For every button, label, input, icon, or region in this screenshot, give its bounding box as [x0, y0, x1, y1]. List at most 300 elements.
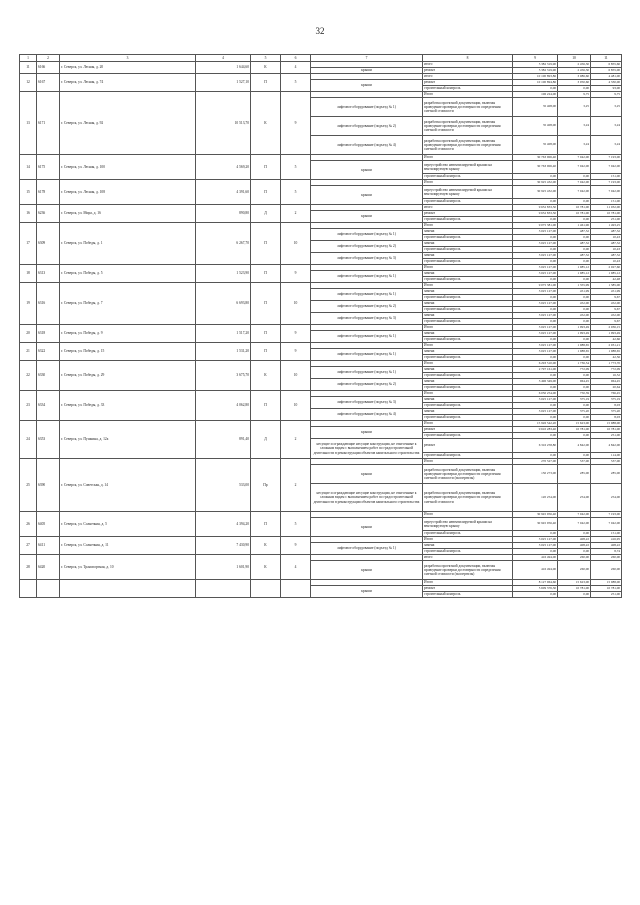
work-type: лифтовое оборудование (подъезд № 1) [311, 98, 423, 117]
unit-cost: 0,00 [558, 373, 591, 379]
unit-cost: 0,00 [558, 433, 591, 439]
object-type: П [251, 343, 281, 361]
cost-total: 10 100 893,86 [513, 74, 558, 80]
object-area: 4 391,60 [196, 180, 251, 205]
object-floors: 10 [281, 223, 311, 265]
object-code: 6236 [37, 205, 60, 223]
cost-total: 0,00 [513, 403, 558, 409]
object-number: 12 [20, 74, 37, 92]
cost-total: 3 025 127,00 [513, 331, 558, 337]
work-description: замена [423, 289, 513, 295]
unit-cost: 0,00 [558, 174, 591, 180]
object-area: 6 693,80 [196, 283, 251, 325]
object-floors: 2 [281, 459, 311, 512]
capital-repair-table [19, 54, 621, 598]
unit-cost-limit: 42,56 [591, 355, 622, 361]
cost-total: 0,00 [513, 373, 558, 379]
cost-total: 3 025 127,00 [513, 301, 558, 307]
unit-cost-limit: 10 781,00 [591, 211, 622, 217]
work-description: Итого [423, 92, 513, 98]
cost-total: 9 652 833,50 [513, 211, 558, 217]
object-code: 6309 [37, 223, 60, 265]
unit-cost-limit: 4 481,00 [591, 74, 622, 80]
object-area: 891,40 [196, 421, 251, 459]
object-type: П [251, 155, 281, 180]
cost-total: 15 926 542,20 [513, 421, 558, 427]
cost-total: 0,00 [513, 199, 558, 205]
column-number: 10 [558, 55, 591, 62]
object-code: 6313 [37, 265, 60, 283]
address-prefix: г. Северск, [61, 65, 79, 70]
object-area: 1 531,20 [196, 343, 251, 361]
unit-cost-limit: 7 193,00 [591, 512, 622, 518]
unit-cost: 408,22 [558, 543, 591, 549]
work-description: замена [423, 229, 513, 235]
column-number: 7 [311, 55, 423, 62]
cost-total: 8 127 964,60 [513, 580, 558, 586]
work-type: крыши [311, 186, 423, 205]
work-description: строительный контроль [423, 235, 513, 241]
work-type: крыши [311, 161, 423, 180]
address-prefix: г. Северск, [61, 543, 79, 548]
unit-cost: 452,00 [558, 301, 591, 307]
address-prefix: г. Северск, [61, 349, 79, 354]
object-number: 11 [20, 62, 37, 74]
object-code: 6420 [37, 555, 60, 580]
object-area: 1 601,90 [196, 555, 251, 580]
object-code: 6334 [37, 391, 60, 421]
object-area [196, 580, 251, 598]
unit-cost-limit: 10,43 [591, 259, 622, 265]
work-description: Итого [423, 155, 513, 161]
work-description: строительный контроль [423, 86, 513, 92]
work-description: разработка проектной документации, включая проведение проверки достоверности определения сметной стоимости [423, 136, 513, 155]
unit-cost: 0,00 [558, 217, 591, 223]
cost-total: 6 293 510,00 [513, 361, 558, 367]
work-description: строительный контроль [423, 277, 513, 283]
work-description: замена [423, 379, 513, 385]
object-area: 10 513,70 [196, 92, 251, 155]
work-description: итого [423, 62, 513, 68]
unit-cost-limit: 487,32 [591, 241, 622, 247]
work-description: строительный контроль [423, 453, 513, 459]
cost-total: 0,00 [513, 247, 558, 253]
unit-cost-limit: 537,00 [591, 459, 622, 465]
unit-cost: 15 623,00 [558, 421, 591, 427]
work-description: переустройство невентилируемой крыши на вентилируемую крышу [423, 161, 513, 174]
work-type: лифтовое оборудование (подъезд № 1) [311, 271, 423, 283]
unit-cost-limit: 8,03 [591, 403, 622, 409]
cost-total: 416 494,00 [513, 561, 558, 580]
cost-total: 3 025 127,00 [513, 271, 558, 277]
work-type: лифтовое оборудование (подъезд № 1) [311, 289, 423, 301]
cost-total: 3 025 127,00 [513, 229, 558, 235]
unit-cost-limit: 772,09 [591, 367, 622, 373]
object-type: К [251, 62, 281, 74]
work-description: замена [423, 409, 513, 415]
unit-cost-limit: 4 330,00 [591, 80, 622, 86]
object-floors: 5 [281, 512, 311, 537]
work-description: разработка проектной документации, включая проведение проверки достоверности определения сметной стоимости [423, 98, 513, 117]
unit-cost: 1 988,65 [558, 343, 591, 349]
address-prefix: г. Северск, [61, 301, 79, 306]
unit-cost-limit: 4 842,00 [591, 439, 622, 453]
object-code: 6405 [37, 512, 60, 537]
work-description: ремонт [423, 586, 513, 592]
cost-total: 270 527,00 [513, 459, 558, 465]
unit-cost-limit: 16,52 [591, 373, 622, 379]
unit-cost-limit: 3,24 [591, 136, 622, 155]
unit-cost-limit: 42,48 [591, 277, 622, 283]
unit-cost-limit: 285,00 [591, 465, 622, 484]
work-description: Итого [423, 391, 513, 397]
object-number: 18 [20, 265, 37, 283]
work-description: замена [423, 253, 513, 259]
work-description: Итого [423, 421, 513, 427]
object-address [60, 459, 196, 512]
work-description: разработка проектной документации, включая проведение проверки достоверности определения сметной стоимости [423, 117, 513, 136]
address-prefix: г. Северск, [61, 331, 79, 336]
object-address [60, 580, 196, 598]
cost-total: 5 382 319,90 [513, 62, 558, 68]
object-area: 4 062,80 [196, 391, 251, 421]
unit-cost: 0,00 [558, 337, 591, 343]
object-address [60, 283, 196, 325]
object-code: 6322 [37, 343, 60, 361]
unit-cost: 3 086,60 [558, 74, 591, 80]
object-code: 6171 [37, 92, 60, 155]
unit-cost: 0,00 [558, 199, 591, 205]
work-description: строительный контроль [423, 259, 513, 265]
object-area: 6 267,70 [196, 223, 251, 265]
unit-cost-limit: 7 042,00 [591, 161, 622, 174]
unit-cost: 0,00 [558, 453, 591, 459]
object-floors: 4 [281, 62, 311, 74]
object-code: 6175 [37, 155, 60, 180]
work-description: ремонт [423, 439, 513, 453]
work-type: лифтовое оборудование (подъезд № 4) [311, 136, 423, 155]
unit-cost-limit: 964,45 [591, 379, 622, 385]
cost-total: 3 025 127,00 [513, 543, 558, 549]
object-floors: 4 [281, 555, 311, 580]
unit-cost: 7 042,00 [558, 161, 591, 174]
work-type: несущие и ограждающие несущие конструкции, не отнесенные к сложным видам с выполнением работ по градостроительной деятельности в реконструкции объектов капитального строительства [311, 484, 423, 512]
work-description: Итого [423, 459, 513, 465]
object-address [60, 343, 196, 361]
cost-total: 30 763 906,40 [513, 155, 558, 161]
object-type: П [251, 512, 281, 537]
object-type: П [251, 180, 281, 205]
work-type: крыши [311, 586, 423, 598]
cost-total: 3 025 127,00 [513, 313, 558, 319]
object-number: 20 [20, 325, 37, 343]
address-prefix: г. Северск, [61, 211, 79, 216]
object-code: 6318 [37, 325, 60, 343]
work-description: ремонт [423, 80, 513, 86]
unit-cost-limit: 151,00 [591, 531, 622, 537]
object-floors: 2 [281, 205, 311, 223]
unit-cost: 375,20 [558, 409, 591, 415]
object-floors: 5 [281, 180, 311, 205]
work-type: лифтовое оборудование (подъезд № 3) [311, 397, 423, 409]
work-description: строительный контроль [423, 373, 513, 379]
unit-cost-limit: 9,75 [591, 92, 622, 98]
object-number [20, 580, 37, 598]
unit-cost: 375,19 [558, 397, 591, 403]
unit-cost: 0,00 [558, 355, 591, 361]
object-number: 16 [20, 205, 37, 223]
unit-cost-limit: 254,00 [591, 484, 622, 512]
unit-cost: 1 985,12 [558, 265, 591, 271]
unit-cost-limit: 251,00 [591, 592, 622, 598]
object-number: 21 [20, 343, 37, 361]
unit-cost-limit: 416,95 [591, 537, 622, 543]
address-street: ул. Лесная, д. 74 [78, 80, 104, 85]
object-type: К [251, 537, 281, 555]
unit-cost-limit: 8,03 [591, 415, 622, 421]
address-prefix: г. Северск, [61, 403, 79, 408]
cost-total: 3 496 349,00 [513, 379, 558, 385]
work-type: лифтовое оборудование (подъезд № 2) [311, 379, 423, 391]
work-description: разработка проектной документации, включая проведение проверки достоверности определения сметной стоимости [423, 484, 513, 512]
object-floors: 9 [281, 343, 311, 361]
cost-total: 3 025 127,00 [513, 289, 558, 295]
cost-total: 0,00 [513, 355, 558, 361]
address-street: ул. Победы, д. 15 [78, 349, 105, 354]
object-address [60, 205, 196, 223]
object-number: 27 [20, 537, 37, 555]
cost-total: 0,00 [513, 217, 558, 223]
unit-cost: 451,99 [558, 289, 591, 295]
object-area: 533,00 [196, 459, 251, 512]
column-number: 9 [513, 55, 558, 62]
unit-cost: 487,32 [558, 253, 591, 259]
work-description: замена [423, 367, 513, 373]
object-address [60, 223, 196, 265]
work-type: лифтовое оборудование (подъезд № 1) [311, 331, 423, 343]
object-address [60, 92, 196, 155]
cost-total: 9 652 833,50 [513, 205, 558, 211]
object-area: 1 644,60 [196, 62, 251, 74]
address-prefix: г. Северск, [61, 120, 79, 125]
object-type: Пр [251, 459, 281, 512]
unit-cost-limit: 2 031,21 [591, 343, 622, 349]
object-area: 1 527,10 [196, 74, 251, 92]
object-area: 1 517,20 [196, 325, 251, 343]
cost-total: 0,00 [513, 385, 558, 391]
object-number: 26 [20, 512, 37, 537]
unit-cost-limit: 93,00 [591, 86, 622, 92]
cost-total: 3 025 127,00 [513, 397, 558, 403]
cost-total: 0,00 [513, 235, 558, 241]
cost-total: 30 925 432,00 [513, 186, 558, 199]
address-street: ул. Транспортная, д. 10 [78, 564, 114, 569]
object-number: 19 [20, 283, 37, 325]
unit-cost: 452,00 [558, 313, 591, 319]
unit-cost: 0,00 [558, 235, 591, 241]
object-code: 6316 [37, 283, 60, 325]
cost-total: 0,00 [513, 453, 558, 459]
unit-cost-limit: 15 988,00 [591, 421, 622, 427]
work-description: строительный контроль [423, 403, 513, 409]
unit-cost-limit: 9,67 [591, 295, 622, 301]
column-number: 8 [423, 55, 513, 62]
work-description: строительный контроль [423, 319, 513, 325]
unit-cost: 7 042,00 [558, 186, 591, 199]
unit-cost-limit: 114,00 [591, 453, 622, 459]
address-prefix: г. Северск, [61, 164, 79, 169]
object-type: Д [251, 205, 281, 223]
object-type: К [251, 361, 281, 391]
work-description: Итого [423, 283, 513, 289]
work-type: крыши [311, 465, 423, 484]
work-description: Итого [423, 325, 513, 331]
unit-cost: 1 461,96 [558, 223, 591, 229]
unit-cost: 260,00 [558, 561, 591, 580]
work-description: строительный контроль [423, 549, 513, 555]
unit-cost: 15 623,00 [558, 580, 591, 586]
cost-total: 35 408,00 [513, 98, 558, 117]
unit-cost: 1 355,99 [558, 283, 591, 289]
object-address [60, 361, 196, 391]
object-number: 15 [20, 180, 37, 205]
work-description: замена [423, 241, 513, 247]
unit-cost-limit: 3,24 [591, 117, 622, 136]
unit-cost: 10 781,00 [558, 205, 591, 211]
unit-cost: 10 781,00 [558, 586, 591, 592]
object-area: 3 675,70 [196, 361, 251, 391]
object-type: К [251, 555, 281, 580]
unit-cost-limit: 6 855,60 [591, 62, 622, 68]
work-description: Итого [423, 537, 513, 543]
cost-total: 0,00 [513, 549, 558, 555]
cost-total: 120 254,00 [513, 484, 558, 512]
work-description: разработка проектной документации, включая проведение проверки достоверности определения сметной стоимости (экспертизы) [423, 465, 513, 484]
object-type [251, 580, 281, 598]
work-description: строительный контроль [423, 592, 513, 598]
unit-cost: 0,00 [558, 259, 591, 265]
work-description: Итого [423, 343, 513, 349]
unit-cost: 285,00 [558, 465, 591, 484]
object-address [60, 155, 196, 180]
work-description: замена [423, 397, 513, 403]
work-description: итого [423, 555, 513, 561]
cost-total: 0,00 [513, 592, 558, 598]
work-description: строительный контроль [423, 199, 513, 205]
work-type: крыши [311, 80, 423, 92]
unit-cost-limit: 7 042,00 [591, 518, 622, 531]
address-prefix: г. Северск, [61, 373, 79, 378]
work-description: строительный контроль [423, 295, 513, 301]
unit-cost: 9,75 [558, 92, 591, 98]
object-floors: 9 [281, 265, 311, 283]
cost-total: 0,00 [513, 86, 558, 92]
object-area: 1 523,90 [196, 265, 251, 283]
object-number: 23 [20, 391, 37, 421]
object-code: 6166 [37, 62, 60, 74]
work-description: строительный контроль [423, 247, 513, 253]
unit-cost-limit: 20,64 [591, 385, 622, 391]
object-address [60, 74, 196, 92]
unit-cost-limit: 766,45 [591, 391, 622, 397]
unit-cost-limit: 11 032,00 [591, 205, 622, 211]
cost-total: 0,00 [513, 295, 558, 301]
object-code: 6390 [37, 459, 60, 512]
cost-total: 0,00 [513, 337, 558, 343]
address-street: ул. Лесная, д. 92 [78, 120, 104, 125]
cost-total: 9 075 381,00 [513, 223, 558, 229]
unit-cost: 0,00 [558, 403, 591, 409]
unit-cost: 0,00 [558, 592, 591, 598]
column-number: 11 [591, 55, 622, 62]
address-prefix: г. Северск, [61, 241, 79, 246]
address-street: ул. Мира, д. 16 [78, 211, 101, 216]
work-type: лифтовое оборудование (подъезд № 2) [311, 301, 423, 313]
unit-cost: 408,22 [558, 537, 591, 543]
object-area: 4 394,20 [196, 512, 251, 537]
object-area: 890,80 [196, 205, 251, 223]
cost-total: 416 494,00 [513, 555, 558, 561]
cost-total: 0,00 [513, 307, 558, 313]
object-number: 22 [20, 361, 37, 391]
work-description: переустройство невентилируемой крыши на вентилируемую крышу [423, 186, 513, 199]
object-area: 4 569,20 [196, 155, 251, 180]
work-type: крыши [311, 518, 423, 537]
work-description: строительный контроль [423, 415, 513, 421]
work-description: ремонт [423, 211, 513, 217]
cost-total: 30 945 956,40 [513, 512, 558, 518]
page-number: 32 [315, 26, 325, 36]
work-type: лифтовое оборудование (подъезд № 2) [311, 241, 423, 253]
object-address [60, 555, 196, 580]
unit-cost: 772,09 [558, 367, 591, 373]
address-prefix: г. Северск, [61, 271, 79, 276]
cost-total: 30 945 956,40 [513, 518, 558, 531]
cost-total: 3 025 127,00 [513, 265, 558, 271]
column-number: 5 [251, 55, 281, 62]
column-number: 6 [281, 55, 311, 62]
object-type: П [251, 283, 281, 325]
work-description: ремонт [423, 427, 513, 433]
cost-total: 0,00 [513, 259, 558, 265]
address-prefix: г. Северск, [61, 482, 79, 487]
object-floors: 9 [281, 537, 311, 555]
unit-cost-limit: 151,00 [591, 199, 622, 205]
unit-cost-limit: 452,00 [591, 301, 622, 307]
unit-cost: 7 042,00 [558, 155, 591, 161]
unit-cost-limit: 7 193,00 [591, 155, 622, 161]
unit-cost: 260,00 [558, 555, 591, 561]
work-description: итого [423, 74, 513, 80]
object-type: П [251, 223, 281, 265]
unit-cost: 7 042,00 [558, 512, 591, 518]
unit-cost: 3,24 [558, 136, 591, 155]
cost-total: 3 025 127,00 [513, 325, 558, 331]
work-description: ремонт [423, 68, 513, 74]
unit-cost: 0,00 [558, 307, 591, 313]
object-type: К [251, 92, 281, 155]
object-address [60, 537, 196, 555]
unit-cost: 487,32 [558, 241, 591, 247]
work-type: лифтовое оборудование (подъезд № 2) [311, 117, 423, 136]
cost-total: 9 610 283,40 [513, 427, 558, 433]
work-description: Итого [423, 265, 513, 271]
address-street: ул. Лесная, д. 108 [78, 189, 106, 194]
unit-cost-limit: 251,00 [591, 217, 622, 223]
object-number: 24 [20, 421, 37, 459]
object-area: 7 430,90 [196, 537, 251, 555]
unit-cost-limit: 452,00 [591, 313, 622, 319]
